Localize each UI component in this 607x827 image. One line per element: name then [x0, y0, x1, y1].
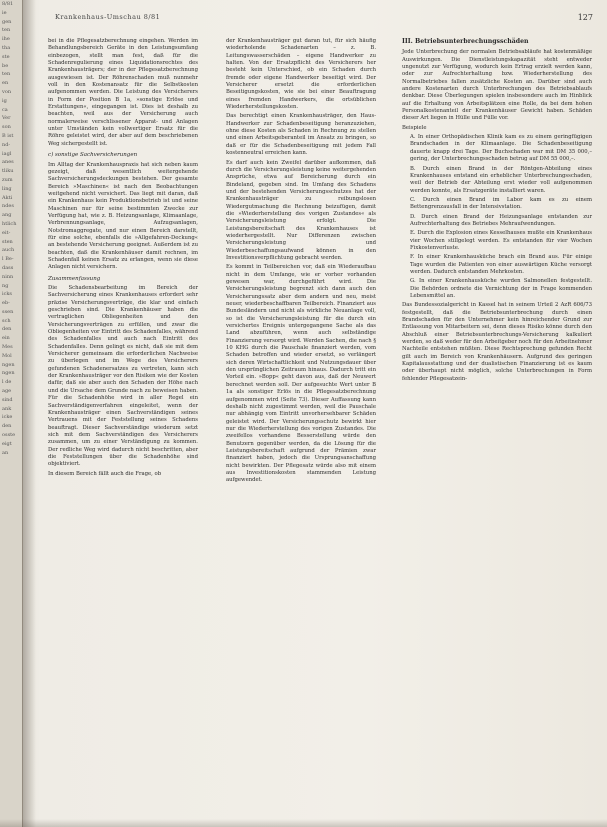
- previous-page-fragment: gen: [2, 18, 12, 25]
- previous-page-fragment: 8/81: [2, 1, 14, 7]
- previous-page-fragment: B ist: [2, 132, 14, 139]
- previous-page-fragment: ngen: [2, 370, 15, 377]
- previous-page-fragment: den: [2, 423, 12, 430]
- previous-page-fragment: ang: [2, 212, 12, 219]
- paragraph: In diesem Bereich fällt auch die Frage, ob: [48, 470, 162, 477]
- previous-page-fragment: auch: [2, 247, 15, 254]
- running-head: Krankenhaus-Umschau 8/81: [55, 13, 161, 21]
- previous-page-fragment: sind: [2, 396, 13, 403]
- previous-page-fragment: son: [2, 124, 11, 131]
- section-title: III. Betriebsunterbrechungsschäden: [402, 38, 529, 45]
- previous-page-fragment: be: [2, 62, 9, 69]
- previous-page-fragment: ndes: [2, 203, 14, 210]
- text-column-left: [48, 38, 198, 480]
- paragraph: bei in die Pflegesatzberechnung eingehen. Werden im Behandlungsbereich Geräte in den Leistungsumfang einbezogen, stellt man fest, daß für die Schadenregulierung eines Liquidationsrechtes des Krankenhausträgers; der in der Pflegesatzberechnung ausgewiesen ist. Der Röhrenschaden muß nunmehr voll in den Kostenansatz für die Selbstkosten aufgenommen werden. Die Leistung des Versicherers in Form der Position B 1a, »sonstige Erlöse und Erstattungen«, eingegangen ist. Dies ist deshalb zu beachten, weil aus der Versicherung auch normalerweise verschlissener Apparat- und Anlagen unter Umständen kein vollwertiger Ersatz für die Röhre geleistet wird, der aber auf dem beschriebenen Weg sichergestellt ist.: [48, 38, 198, 147]
- previous-page-fragment: ste: [2, 53, 10, 60]
- bottom-edge-shadow: [0, 819, 607, 827]
- previous-page-fragment: den: [2, 326, 12, 333]
- previous-page-fragment: ng: [2, 282, 9, 289]
- previous-page-fragment: ninn: [2, 273, 14, 280]
- text-column-right: [402, 38, 592, 385]
- previous-page-fragment: iagl: [2, 150, 12, 157]
- example-item: D. Durch einen Brand der Heizungsanlage entstanden zur Aufrechterhaltung des Betriebes Mehraufwendungen.: [410, 213, 592, 227]
- previous-page-fragment: ig: [2, 97, 7, 104]
- previous-page-fragment: icks: [2, 291, 12, 298]
- previous-page-fragment: l Be-: [2, 256, 14, 263]
- previous-page-edge: [0, 0, 23, 827]
- example-item: E. Durch die Explosion eines Kesselhauses mußte ein Krankenhaus vier Wochen stillgelegt werden. Es entstanden für vier Wochen Fixkostenverluste.: [410, 230, 592, 251]
- previous-page-fragment: zum: [2, 176, 13, 183]
- example-item: F. In einer Krankenhausküche brach ein Brand aus. Für einige Tage wurden die Patienten von einer auswärtigen Küche versorgt werden. Dadurch entstanden Mehrkosten.: [410, 254, 592, 275]
- section-heading: c) sonstige Sachversicherungen: [48, 152, 138, 159]
- previous-page-fragment: osste: [2, 432, 16, 439]
- previous-page-fragment: von: [2, 88, 12, 95]
- previous-page-fragment: an: [2, 449, 9, 456]
- paragraph: Das Bundessozialgericht in Kassel hat in seinem Urteil 2 AzR 606/73 festgestellt, daß die Betriebsunterbrechung durch einen Brandschaden für den Unternehmer kein hinreichender Grund zur Entlassung von Mitarbeitern sei, denn dieses Risiko könne durch den Abschluß einer Betriebsunterbrechungs-Versicherung kalkuliert werden, so daß weder für den Arbeitgeber noch für den Arbeitnehmer Nachteile entstehen müßten. Diese Rechtsprechung gefunden Recht gilt auch im Bereich von Krankenhäusern. Aufgrund des geringen Kapitalausstattung und der dualistischen Finanzierung ist es kaum oder überhaupt nicht möglich, solche Unterbrechungen in Form fehlender Pflegesatzein-: [402, 302, 592, 382]
- previous-page-fragment: eit-: [2, 229, 11, 236]
- previous-page-fragment: en: [2, 80, 9, 87]
- previous-page-fragment: Mol: [2, 352, 12, 359]
- previous-page-fragment: nd-: [2, 141, 11, 148]
- example-item: B. Durch einen Brand in der Röntgen-Abteilung eines Krankenhauses entstand ein erheblicher Unterbrechungsschaden, weil der Betrieb der Abteilung erst wieder voll aufgenommen werden konnte, als Ersatzgeräte installiert waren.: [410, 165, 592, 194]
- previous-page-fragment: dass: [2, 264, 14, 271]
- paragraph: Es kommt in Teilbereichen vor, daß ein Wiederaufbau nicht in dem Umfange, wie er vorher vorhanden gewesen war, durchgeführt wird. Die Versicherungsleistung begrenzt sich dann auch den Versicherungssatz aber dem andern und neu, meist neuer, wiederbeschaffbaren Teilbereich. Finanziert aus Bundesländern und nicht als wirkliche Neuanlage voll, so ist die Versicherungsleistung für die durch ein versichertes Ereignis untergegangene Sache als das Land abzuführen, wenn auch selbständige Finanzierung versorgt wird. Werden Sachen, die nach § 10 KHG durch die Pauschale finanziert werden, vom Schaden betroffen und wieder ersetzt, so verlängert sich deren Wirtschaftlichkeit und Nutzungsdauer über den ursprünglichen Zeitraum hinaus. Dadurch tritt ein Vorteil ein. »Bopp« geht davon aus, daß der Neuwert berechnet werden soll. Der aufgesuchte Wert unter B 1a als sonstiger Erlös in die Pflegesatzberechnung aufgenommen wird (Seite 73). Dieser Auffassung kann deshalb nicht zugestimmt werden, weil die Pauschale nur abhängig vom Eintritt unvorhersehbarer Schäden geleistet wird. Der Versicherungsschutz bewirkt hier nur die Wiederherstellung des vorigen Zustandes. Die zweifellos vorhandene Besserstellung würde den Benutzern gegenüber werden, da die Lösung für die Leistungsbereitschaft aufgrund der Prämien zwar finanziert haben, jedoch die Ursprungsanschaffung nicht bewirkten. Der Pflegesatz würde also mit einem aus Investitionskosten stammenden Leistung aufgewendet.: [226, 264, 376, 484]
- previous-page-fragment: ten: [2, 71, 11, 78]
- previous-page-fragment: age: [2, 388, 12, 395]
- gutter-shadow: [22, 0, 36, 827]
- section-heading: Zusammenfassung: [48, 275, 101, 282]
- previous-page-fragment: Akti: [2, 194, 13, 201]
- example-item: G. In einer Krankenhausküche wurden Salmonellen festgestellt. Die Behörden ordnete die Vernichtung der in Frage kommenden Lebensmittel an.: [410, 278, 592, 299]
- previous-page-fragment: eb-: [2, 300, 10, 307]
- paragraph: Die Schadensbearbeitung im Bereich der Sachversicherung eines Krankenhauses erfordert sehr präzise Versicherungsverträge, die klar und einfach geschrieben sind. Die Krankenhäuser haben die vertraglichen Obliegenheiten und den Versicherungsverträgen zu erfüllen, und zwar die Obliegenheiten vor Eintritt des Schadenfalles, während des Schadenfalles und auch nach Eintritt des Schadenfalles. Denn gelingt es nicht, daß sie mit dem Versicherer gemeinsam die erforderlichen Nachweise zu überlegen und im Wege des Versicherers gefundenen Schadenersatzes zu vertreten, kann sich der Krankenhausträger vor den Risiken wie der Kosten dafür, daß sie aber auch den Schaden der Höhe nach und die Ursache dem Grunde nach zu beweisen haben. Für die Schadenhöhe wird in aller Regel ein Sachverständigenverfahren eingeleitet, wenn der Krankenhausträger einen Sachverständigen seines Vertrauens mit der Feststellung seines Schadens beauftragt. Dieser Sachverständige wiederum setzt sich mit dem Sachverständigen des Versicherers zusammen, um zu einer Verständigung zu kommen. Der redliche Weg wird dadurch nicht beschritten, aber die Feststellungen über die Schadenhöhe sind objektiviert.: [48, 285, 198, 468]
- text-column-middle: [226, 38, 376, 487]
- example-item: A. In einer Orthopädischen Klinik kam es zu einem geringfügigen Brandschaden in der Klimaanlage. Die Schadenbeseitigung dauerte knapp drei Tage. Der Buchschaden war mit DM 35 000,– gering, der Unterbrechungsschaden betrug auf DM 55 000,–.: [410, 134, 592, 163]
- previous-page-fragment: ihe: [2, 36, 10, 43]
- previous-page-fragment: ling: [2, 185, 12, 192]
- paragraph: Jede Unterbrechung der normalen Betriebsabläufe hat kostenmäßige Auswirkungen. Die Dienstleistungskapazität steht entweder ungenutzt zur Verfügung, wodurch kein Ertrag erzielt werden kann, oder zur Aufrechterhaltung bzw. Wiederherstellung des Normalbetriebes fallen zusätzliche Kosten an. Darüber sind auch andere Kostenarten durch Unterbrechungen des Betriebsablaufs denkbar. Diese Überlegungen spielen insbesondere auch im Hinblick auf die Erhaltung von Arbeitsplätzen eine Rolle, da bei dem hohen Personalkostenanteil der Krankenhäuser Gewicht haben. Schäden dieser Art liegen in Hülle und Fülle vor.: [402, 49, 592, 122]
- previous-page-fragment: eigt: [2, 440, 12, 447]
- paragraph: Es darf auch kein Zweifel darüber aufkommen, daß durch die Versicherungsleistung keine weitergehenden Ansprüche, etwa auf Bereicherung durch ein Bindeland, gegeben sind. Im Umfang des Schadens und der bestehenden Versicherungsschutzes hat der Krankenhausträger zu reibungslosen Wiedergutmachung die Rechnung beizufügen, damit die »Wiederherstellung des vorigen Zustandes« als Versicherungsleistung erfolgt. Die Leistungsbereitschaft des Krankenhauses ist wiederhergestellt. Nur Differenzen zwischen Versicherungsleistung und Wiederbeschaffungsaufwand können in den Investitionsverpflichtung gebracht werden.: [226, 159, 376, 261]
- previous-page-fragment: sch: [2, 317, 11, 324]
- previous-page-fragment: ein: [2, 335, 10, 342]
- previous-page-fragment: tliku: [2, 168, 14, 175]
- example-item: C. Durch einen Brand im Labor kam es zu einem Bettengrenzausfall in der Intensivstation.: [410, 196, 592, 211]
- previous-page-fragment: ie: [2, 9, 7, 16]
- previous-page-fragment: anes: [2, 159, 14, 166]
- previous-page-fragment: htlich: [2, 220, 17, 227]
- previous-page-fragment: icke: [2, 414, 13, 421]
- previous-page-fragment: ssen: [2, 308, 14, 315]
- previous-page-fragment: ank: [2, 405, 12, 412]
- previous-page-fragment: Mes: [2, 344, 13, 351]
- previous-page-fragment: l de: [2, 379, 12, 386]
- paragraph: Das berechtigt einen Krankenhausträger, den Haus-Handwerker zur Schadenbeseitigung heranzuziehen, ohne diese Kosten als Schaden in Rechnung zu stellen und einen Arbeitsgeberanteil im Ansatz zu bringen, so daß er für die Schadenbeseitigung mit jedem Fall kostenneutral erreichen kann.: [226, 113, 376, 157]
- previous-page-fragment: ngen: [2, 361, 15, 368]
- paragraph: Beispiele: [402, 124, 427, 131]
- paragraph: Im Alltag der Krankenhauspraxis hat sich neben kaum gezeigt, daß wesentlich weitergehende Sachversicherungsdeckungen bestehen. Der gesamte Bereich »Maschinen« ist nach den Beobachtungen weitgehend nicht versichert. Das liegt mit daran, daß ein Krankenhaus kein Produktionsbetrieb ist und seine Maschinen nur für seine bestimmten Zwecke zur Verfügung hat, wie z. B. Heizungsanlage, Klimaanlage, Verbrennungsanlage, Aufzugsanlagen, Notstromaggregate, und nur einen Bereich darstellt, für eine solche, ebenfalls die »Allgefahren-Deckung« an bestehende Versicherung geeignet. Außerdem ist zu beachten, daß die Krankenhäuser damit rechnen, im Schadenfall keinen Ersatz zu erlangen, wenn sie diese Anlagen nicht versichern.: [48, 161, 198, 271]
- previous-page-fragment: ca: [2, 106, 8, 113]
- previous-page-fragment: sten: [2, 238, 13, 245]
- previous-page-fragment: Ver: [2, 115, 11, 122]
- paragraph: der Krankenhausträger gut daran tut, für sich häufig wiederholende Schadenarten – z. B. Leitungswasserschäden – eigene Handwerker zu halten. Von der Ersatzpflicht des Versicherers her besteht kein Unterschied, ob ein Schaden durch fremde oder eigene Handwerker beseitigt wird. Der Versicherer ersetzt die erforderlichen Beseitigungskosten, wie sie bei einer Beauftragung eines fremden Handwerkers, die ortsüblichen Wiederherstellungskosten.: [226, 38, 376, 111]
- previous-page-fragment: ten: [2, 27, 11, 34]
- previous-page-fragment: tha: [2, 44, 11, 51]
- page-number: 127: [577, 13, 593, 22]
